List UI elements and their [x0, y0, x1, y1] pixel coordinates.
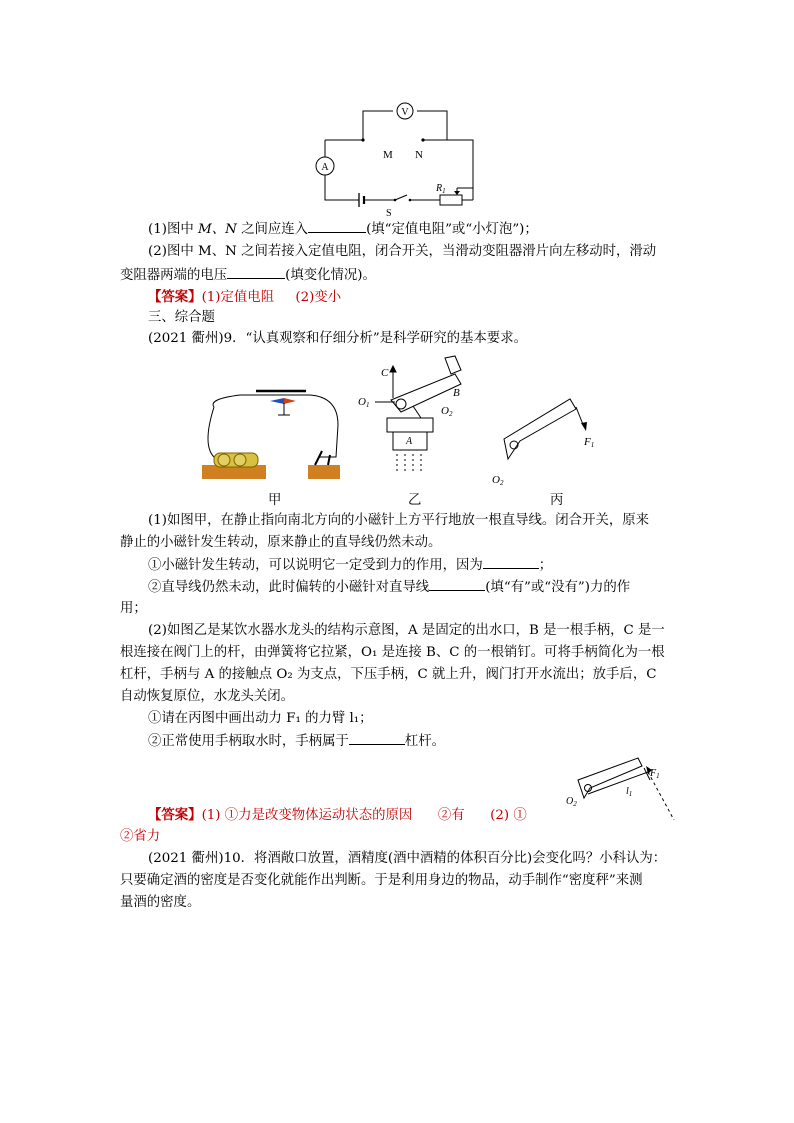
fig-label-o2-bing: O2 [492, 474, 504, 487]
q9-p2-line3: 杠杆，手柄与 A 的接触点 O₂ 为支点，下压手柄，C 就上升，阀门打开水流出；放手后，C [120, 667, 657, 682]
ans-label-l1: $l_1$ [626, 786, 633, 798]
q9-p2-line1: (2)如图乙是某饮水器水龙头的结构示意图，A 是固定的出水口，B 是一根手柄，C 是一 [148, 623, 665, 638]
fig-label-o2: O2 [441, 405, 453, 418]
answer-blank [483, 554, 539, 569]
label-n: N [415, 149, 423, 161]
fig-label-a: A [406, 436, 413, 447]
q9-intro: (2021 衢州)9．“认真观察和仔细分析”是科学研究的基本要求。 [148, 331, 527, 346]
answer-blank [308, 218, 366, 233]
fig-label-f1: F1 [584, 436, 595, 449]
fig-label-b: B [453, 387, 460, 399]
q10-line1: (2021 衢州)10．将酒敞口放置，酒精度(酒中酒精的体积百分比)会变化吗？小科认为： [148, 851, 667, 866]
q1-line2: (2)图中 M、N 之间若接入定值电阻，闭合开关，当滑动变阻器滑片向左移动时，滑动 [148, 244, 657, 259]
q10-line2: 只要确定酒的密度是否变化就能作出判断。于是利用身边的物品，动手制作“密度秤”来测 [120, 873, 643, 888]
circuit-diagram [315, 95, 485, 220]
voltmeter-label: V [401, 107, 409, 118]
figure-jia [200, 385, 350, 485]
q1-line1: (1)图中 M、N 之间应连入 (填“定值电阻”或“小灯泡”)； [148, 218, 708, 241]
q9-p2-line2: 根连接在阀门上的杆，由弹簧将它拉紧，O₁ 是连接 B、C 的一根销钉。可将手柄简化为一根 [120, 645, 665, 660]
answer-2: 【答案】(1) ①力是改变物体运动状态的原因 ②有 (2) ① [148, 807, 527, 823]
figure-yi [355, 350, 480, 475]
ans-label-o2: $O_2$ [566, 796, 577, 808]
figure-bing [480, 385, 600, 490]
q9-p2-q1: ①请在丙图中画出动力 F₁ 的力臂 l₁； [148, 711, 373, 726]
fig-label-o1: O1 [358, 396, 370, 409]
label-s: S [386, 208, 392, 219]
q9-p2-line4: 自动恢复原位，水龙头关闭。 [120, 689, 295, 704]
ans-label-f1: $F_1$ [650, 768, 660, 780]
fig-jia-label: 甲 [268, 493, 282, 508]
answer-blank [429, 576, 485, 591]
fig-label-c: C [381, 367, 389, 379]
fig-yi-label: 乙 [408, 493, 422, 508]
answer-1: 【答案】(1)定值电阻 (2)变小 [148, 289, 342, 305]
answer-blank [349, 730, 405, 745]
q1-line3: 变阻器两端的电压 (填变化情况)。 [120, 264, 680, 287]
q9-p1-line2: 静止的小磁针发生转动，原来静止的直导线仍然未动。 [120, 535, 442, 550]
q9-p1-line1: (1)如图甲，在静止指向南北方向的小磁针上方平行地放一根直导线。闭合开关，原来 [148, 513, 650, 528]
section-heading: 三、综合题 [148, 310, 215, 325]
label-r: $R_1$ [436, 183, 446, 195]
q10-line3: 量酒的密度。 [120, 895, 201, 910]
ammeter-label: A [321, 162, 329, 173]
answer-blank [227, 264, 285, 279]
fig-bing-label: 丙 [550, 493, 564, 508]
q9-p1-q2: ②直导线仍然未动，此时偏转的小磁针对直导线 (填“有”或“没有”)力的作 [148, 576, 708, 599]
q9-p2-q2: ②正常使用手柄取水时，手柄属于 杠杆。 [148, 730, 708, 753]
q9-p1-q2-cont: 用； [120, 601, 147, 616]
q9-p1-q1: ①小磁针发生转动，可以说明它一定受到力的作用，因为 ； [148, 554, 708, 577]
answer-2-cont: ②省力 [120, 829, 161, 844]
label-m: M [383, 149, 393, 161]
